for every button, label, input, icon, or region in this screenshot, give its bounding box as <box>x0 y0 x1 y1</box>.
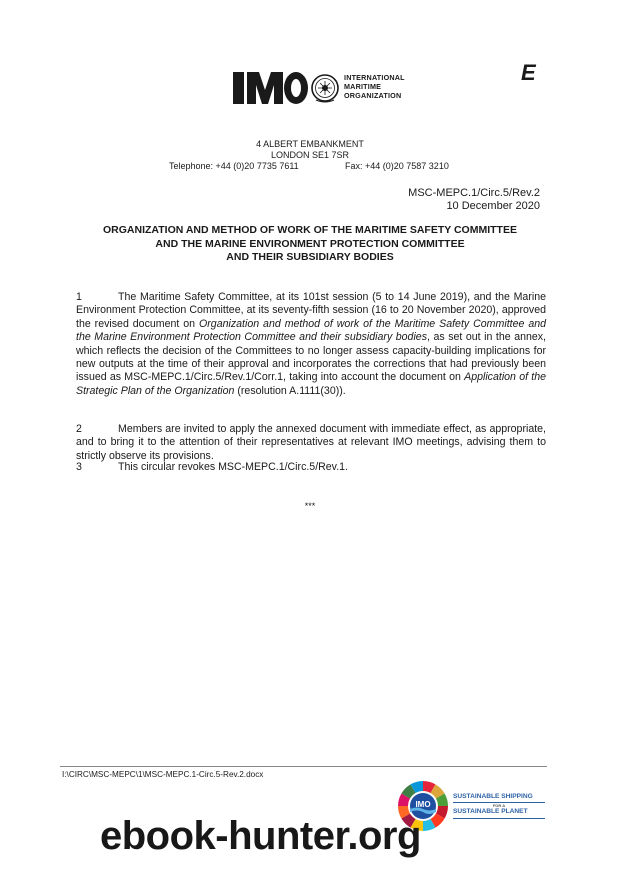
footer-divider <box>60 766 547 767</box>
org-name-line: INTERNATIONAL <box>344 73 405 82</box>
language-marker: E <box>521 60 536 85</box>
imo-logo <box>232 66 412 110</box>
imo-logo-mark <box>232 66 340 110</box>
paragraph-text: , as set out in the annex, which reflects the decision of the Committees to no longer assess capacity-building implications for new outputs at the time of their approval and incorporates the corrections that had previously been issued as MSC-MEPC.1/Circ.5/Rev.1/Corr.1, taking into account the document on <box>76 331 546 384</box>
paragraph-number: 2 <box>76 423 82 435</box>
title-line: AND THEIR SUBSIDIARY BODIES <box>226 251 394 263</box>
title-line: ORGANIZATION AND METHOD OF WORK OF THE MARITIME SAFETY COMMITTEE <box>103 224 517 236</box>
address-street: 4 ALBERT EMBANKMENT <box>256 139 364 149</box>
paragraph-text: Members are invited to apply the annexed document with immediate effect, as appropriate, and to bring it to the attention of their representatives at relevant IMO meetings, advising them to strictly observe its provisions. <box>76 423 546 462</box>
org-name-line: MARITIME <box>344 82 382 91</box>
paragraph-number: 1 <box>76 291 82 303</box>
document-date: 10 December 2020 <box>446 200 540 212</box>
paragraph-text: The Maritime Safety Committee, at its 101st session (5 to 14 June 2019), and the Marine Environment Protection Committee, at its seventy-fifth session (16 to 20 November 2020), approved the revised document on <box>76 291 546 330</box>
document-title <box>80 224 540 265</box>
sdg-slogan-line2: FOR A <box>492 803 506 809</box>
end-marker: *** <box>304 501 316 511</box>
paragraph-italic: Application of the Strategic Plan of the Organization <box>76 371 546 397</box>
paragraph-3 <box>76 461 546 474</box>
paragraph-text: This circular revokes MSC-MEPC.1/Circ.5/Rev.1. <box>118 461 348 473</box>
sdg-slogan-line3: SUSTAINABLE PLANET <box>453 808 545 818</box>
paragraph-text: (resolution A.1111(30)). <box>234 384 346 397</box>
paragraph-2 <box>76 423 546 463</box>
paragraph-number: 3 <box>76 461 82 473</box>
fax: Fax: +44 (0)20 7587 3210 <box>345 161 449 171</box>
org-name <box>344 73 405 100</box>
sdg-slogan-line1: SUSTAINABLE SHIPPING <box>453 793 545 803</box>
watermark: ebook-hunter.org <box>100 814 421 858</box>
telephone: Telephone: +44 (0)20 7735 7611 <box>169 161 299 171</box>
document-symbol: MSC-MEPC.1/Circ.5/Rev.2 <box>408 187 540 199</box>
org-name-line: ORGANIZATION <box>344 91 402 100</box>
sdg-badge-letters: IMO <box>415 800 431 809</box>
file-path: I:\CIRC\MSC-MEPC\1\MSC-MEPC.1-Circ.5-Rev.2.docx <box>62 770 264 779</box>
address-city: LONDON SE1 7SR <box>270 150 350 160</box>
paragraph-italic: Organization and method of work of the Maritime Safety Committee and the Marine Environment Protection Committee and their subsidiary bodies <box>76 317 546 344</box>
paragraph-1 <box>76 291 546 398</box>
title-line: AND THE MARINE ENVIRONMENT PROTECTION COMMITTEE <box>155 237 465 250</box>
